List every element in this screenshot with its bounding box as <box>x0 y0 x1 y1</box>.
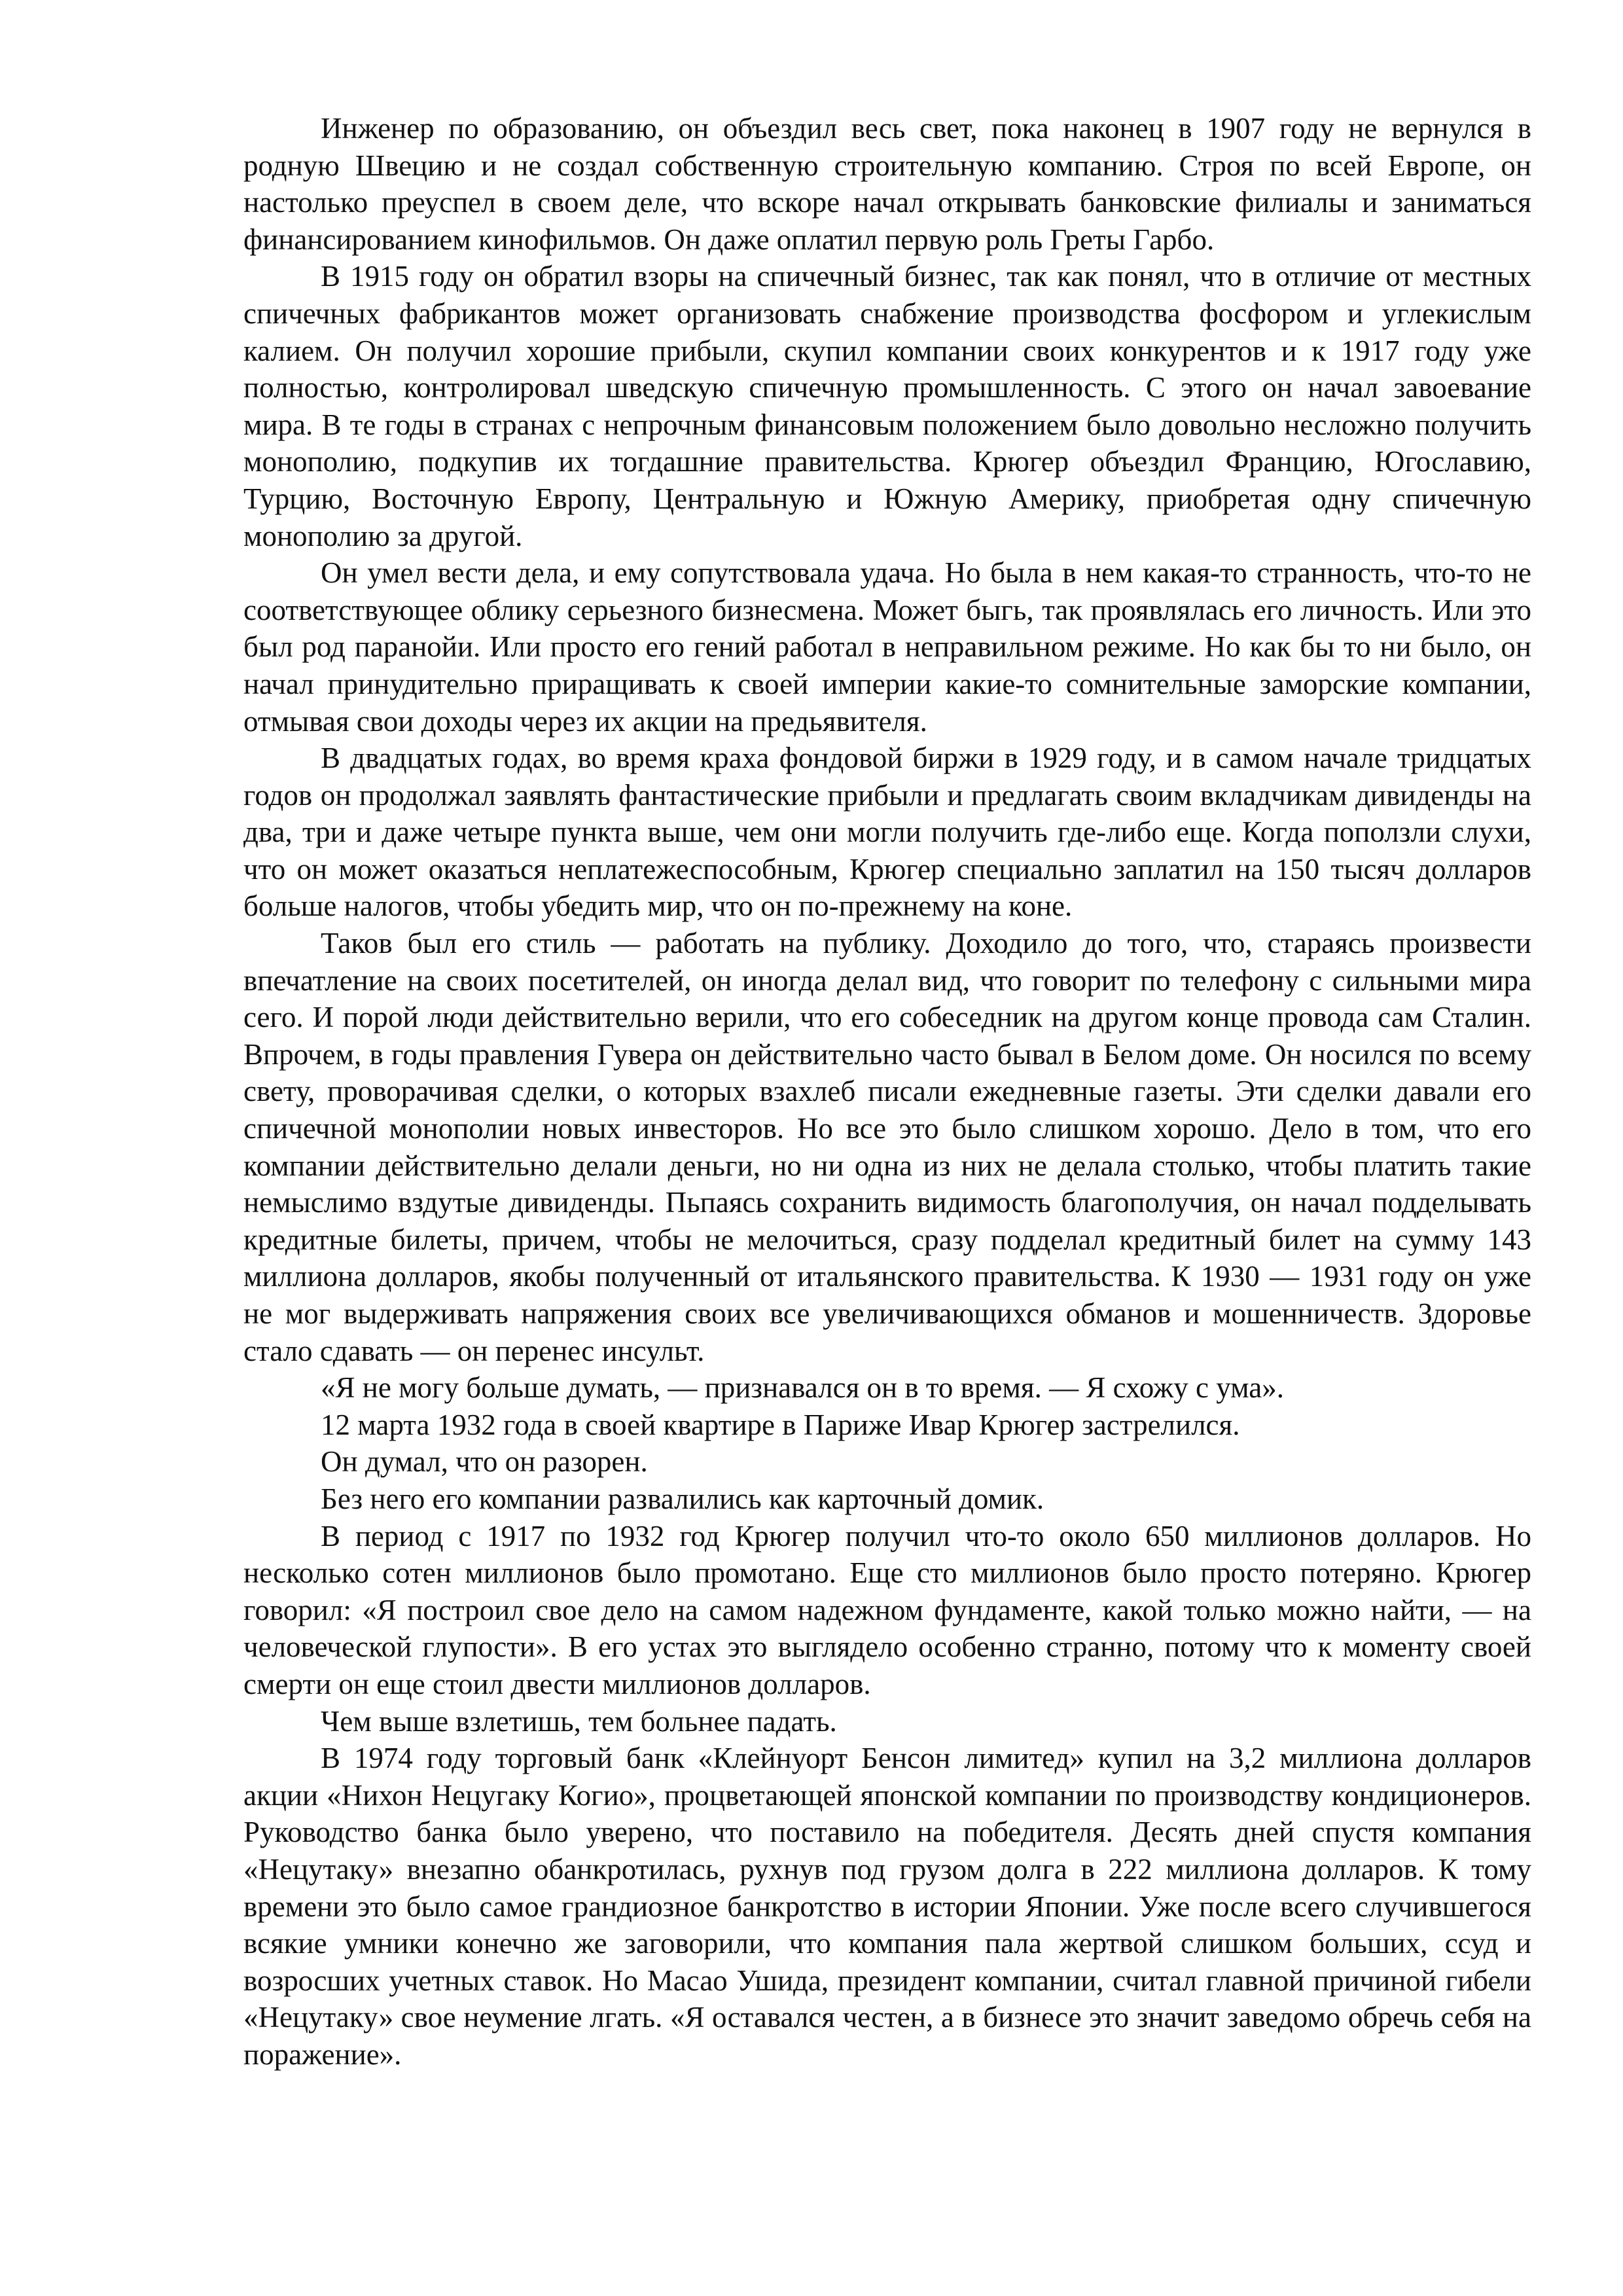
paragraph-quote: «Я не могу больше думать, — признавался он в то время. — Я схожу с ума». <box>321 1371 1284 1405</box>
paragraph-style: Таков был его стиль — работать на публику. Доходило до того, что, стараясь произвести впечатление на своих посетителей, он иногда делал вид, что говорит по телефону с сильными мира сего. И порой люди действительно верили, что его собеседник на другом конце провода сам Сталин. Впрочем, в годы правления Гувера он действительно часто бывал в Белом доме. Он носился по всему свету, проворачивая сделки, о которых взахлеб писали ежедневные газеты. Эти сделки давали его спичечной монополии новых инвесторов. Но все это было слишком хорошо. Дело в том, что его компании действительно делали деньги, но ни одна из них не делала столько, чтобы платить такие немыслимо вздутые дивиденды. Пьпаясь сохранить видимость благополучия, он начал подделывать кредитные билеты, причем, чтобы не мелочиться, сразу подделал кредитный билет на сумму 143 миллиона долларов, якобы полученный от итальянского правительства. К 1930 — 1931 году он уже не мог выдерживать напряжения своих все увеличивающихся обманов и мошенничеств. Здоровье стало сдавать — он перенес инсульт. <box>243 927 1531 1367</box>
paragraph-march-1932: 12 марта 1932 года в своей квартире в Париже Ивар Крюгер застрелился. <box>321 1408 1240 1441</box>
paragraph-strangeness: Он умел вести дела, и ему сопутствовала удача. Но была в нем какая-то странность, что-то не соответствующее облику серьезного бизнесмена. Может быгь, так проявлялась его личность. Или это был род паранойи. Или просто его гений работал в неправильном режиме. Но как бы то ни было, он начал принудительно приращивать к своей империи какие-то сомнительные заморские компании, отмывая свои доходы через их акции на предьявителя. <box>243 556 1531 738</box>
document-page <box>243 110 1531 2073</box>
paragraph-period: В период с 1917 по 1932 год Крюгер получил что-то около 650 миллионов долларов. Но несколько сотен миллионов было промотано. Еще сто миллионов было просто потеряно. Крюгер говорил: «Я построил свое дело на самом надежном фундаменте, какой только можно найти, — на человеческой глупости». В его устах это выглядело особенно странно, потому что к моменту своей смерти он еще стоил двести миллионов долларов. <box>243 1519 1531 1700</box>
paragraph-collapse: Без него его компании развалились как карточный домик. <box>321 1482 1044 1515</box>
paragraph-engineer: Инженер по образованию, он объездил весь свет, пока наконец в 1907 году не вернулся в родную Швецию и не создал собственную строительную компанию. Строя по всей Европе, он настолько преуспел в своем деле, что вскоре начал открывать банковские филиалы и заниматься финансированием кинофильмов. Он даже оплатил первую роль Греты Гарбо. <box>243 112 1531 256</box>
paragraph-twenties: В двадцатых годах, во время краха фондовой биржи в 1929 году, и в самом начале тридцатых годов он продолжал заявлять фантастические прибыли и предлагать своим вкладчикам дивиденды на два, три и даже четыре пункта выше, чем они могли получить где-либо еще. Когда поползли слухи, что он может оказаться неплатежеспособным, Крюгер специально заплатил на 150 тысяч долларов больше налогов, чтобы убедить мир, что он по-прежнему на коне. <box>243 742 1531 923</box>
paragraph-higher: Чем выше взлетишь, тем больнее падать. <box>321 1704 837 1738</box>
paragraph-match-business: В 1915 году он обратил взоры на спичечный бизнес, так как понял, что в отличие от местных спичечных фабрикантов может организовать снабжение производства фосфором и углекислым калием. Он получил хорошие прибыли, скупил компании своих конкурентов и к 1917 году уже полностью, контролировал шведскую спичечную промышленность. С этого он начал завоевание мира. В те годы в странах с непрочным финансовым положением было довольно несложно получить монополию, подкупив их тогдашние правительства. Крюгер объездил Францию, Югославию, Турцию, Восточную Европу, Центральную и Южную Америку, приобретая одну спичечную монополию за другой. <box>243 260 1531 552</box>
paragraph-ruined: Он думал, что он разорен. <box>321 1445 648 1479</box>
paragraph-1974: В 1974 году торговый банк «Клейнуорт Бенсон лимитед» купил на 3,2 миллиона долларов акции «Нихон Нецугаку Когио», процветающей японской компании по производству кондиционеров. Руководство банка было уверено, что поставило на победителя. Десять дней спустя компания «Нецутаку» внезапно обанкротилась, рухнув под грузом долга в 222 миллиона долларов. К тому времени это было самое грандиозное банкротство в истории Японии. Уже после всего случившегося всякие умники конечно же заговорили, что компания пала жертвой слишком больших, ссуд и возросших учетных ставок. Но Масао Ушида, президент компании, считал главной причиной гибели «Нецутаку» свое неумение лгать. «Я оставался честен, а в бизнесе это значит заведомо обречь себя на поражение». <box>243 1742 1531 2071</box>
